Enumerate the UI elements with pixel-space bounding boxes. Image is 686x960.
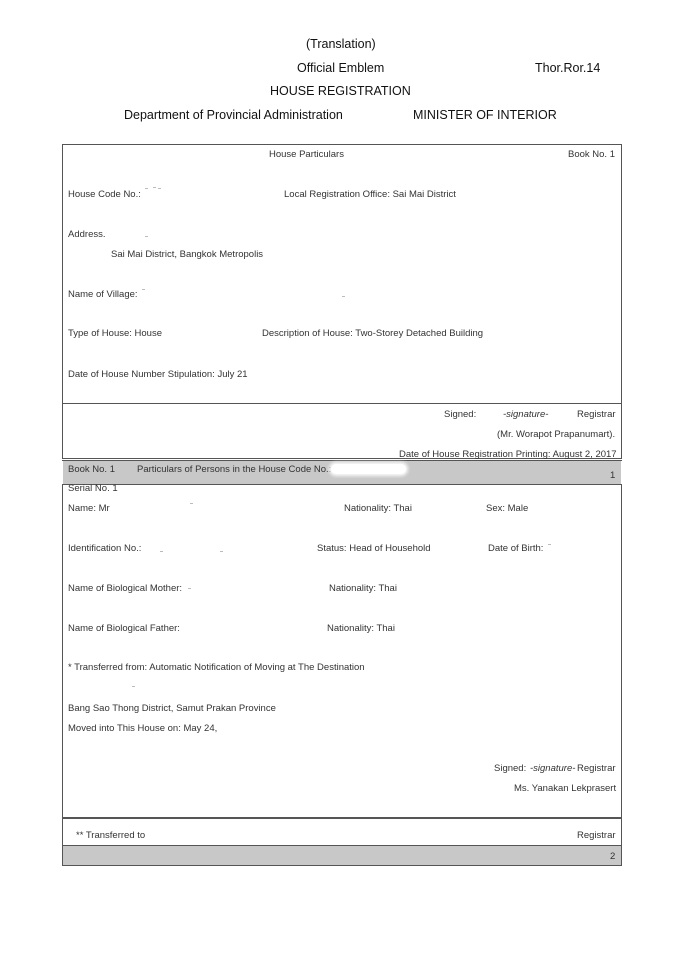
- redaction-mark: [158, 188, 161, 189]
- ministry-name: MINISTER OF INTERIOR: [413, 108, 557, 122]
- address-label: Address.: [68, 229, 106, 240]
- redaction-mark: [153, 187, 156, 188]
- registrar-name: (Mr. Worapot Prapanumart).: [497, 429, 616, 440]
- persons-section-title: Particulars of Persons in the House Code No.:: [137, 464, 332, 475]
- form-code: Thor.Ror.14: [535, 61, 601, 75]
- registrar-role: Registrar: [577, 409, 616, 420]
- signed-label: Signed:: [444, 409, 477, 420]
- registrar-role-2: Registrar: [577, 763, 616, 774]
- redaction-mark: [160, 551, 163, 552]
- signed-label-2: Signed:: [494, 763, 527, 774]
- house-section-title: House Particulars: [269, 149, 344, 160]
- person-nationality: Nationality: Thai: [344, 503, 412, 514]
- house-book-number: Book No. 1: [568, 149, 615, 160]
- department-name: Department of Provincial Administration: [124, 108, 343, 122]
- transferred-to: ** Transferred to: [76, 830, 146, 841]
- house-type: Type of House: House: [68, 328, 162, 339]
- footer-page-number: 2: [610, 851, 616, 862]
- origin-location: Bang Sao Thong District, Samut Prakan Province: [68, 703, 276, 714]
- moved-in-date: Moved into This House on: May 24,: [68, 723, 218, 734]
- persons-book-number: Book No. 1: [68, 464, 115, 475]
- redaction-mark: [142, 289, 145, 290]
- village-label: Name of Village:: [68, 289, 138, 300]
- person-status: Status: Head of Household: [317, 543, 431, 554]
- person-sex: Sex: Male: [486, 503, 529, 514]
- person-name-label: Name: Mr: [68, 503, 110, 514]
- printing-date: Date of House Registration Printing: August 2, 2017: [399, 449, 617, 460]
- registrar-name-2: Ms. Yanakan Lekprasert: [514, 783, 617, 794]
- house-number-stipulation-date: Date of House Number Stipulation: July 21: [68, 369, 248, 380]
- redaction-mark: [145, 236, 148, 237]
- registrar-signature-2: -signature-: [530, 763, 576, 774]
- redaction-mark: [145, 188, 148, 189]
- address-line: Sai Mai District, Bangkok Metropolis: [111, 249, 264, 260]
- father-nationality: Nationality: Thai: [327, 623, 395, 634]
- redaction-mark: [188, 588, 191, 589]
- mother-nationality: Nationality: Thai: [329, 583, 397, 594]
- divider: [62, 460, 622, 461]
- identification-label: Identification No.:: [68, 543, 142, 554]
- house-code-label: House Code No.:: [68, 189, 141, 200]
- registration-office: Local Registration Office: Sai Mai District: [284, 189, 456, 200]
- redaction-mark: [548, 544, 551, 545]
- translation-note: (Translation): [306, 37, 376, 51]
- redacted-house-code: [331, 464, 406, 474]
- redaction-mark: [220, 551, 223, 552]
- father-name-label: Name of Biological Father:: [68, 623, 180, 634]
- official-emblem-label: Official Emblem: [297, 61, 385, 75]
- footer-registrar-role: Registrar: [577, 830, 616, 841]
- serial-number: Serial No. 1: [68, 483, 118, 494]
- registrar-signature: -signature-: [503, 409, 549, 420]
- redaction-mark: [132, 686, 135, 687]
- document-title: HOUSE REGISTRATION: [270, 84, 411, 98]
- redaction-mark: [190, 503, 193, 504]
- mother-name-label: Name of Biological Mother:: [68, 583, 183, 594]
- transferred-from: * Transferred from: Automatic Notification of Moving at The Destination: [68, 662, 365, 673]
- persons-page-number: 1: [610, 470, 616, 481]
- date-of-birth-label: Date of Birth:: [488, 543, 544, 554]
- redaction-mark: [342, 296, 345, 297]
- divider: [62, 845, 622, 846]
- house-description: Description of House: Two-Storey Detached Building: [262, 328, 484, 339]
- footer-band: [63, 846, 621, 865]
- house-particulars-box: [62, 144, 622, 404]
